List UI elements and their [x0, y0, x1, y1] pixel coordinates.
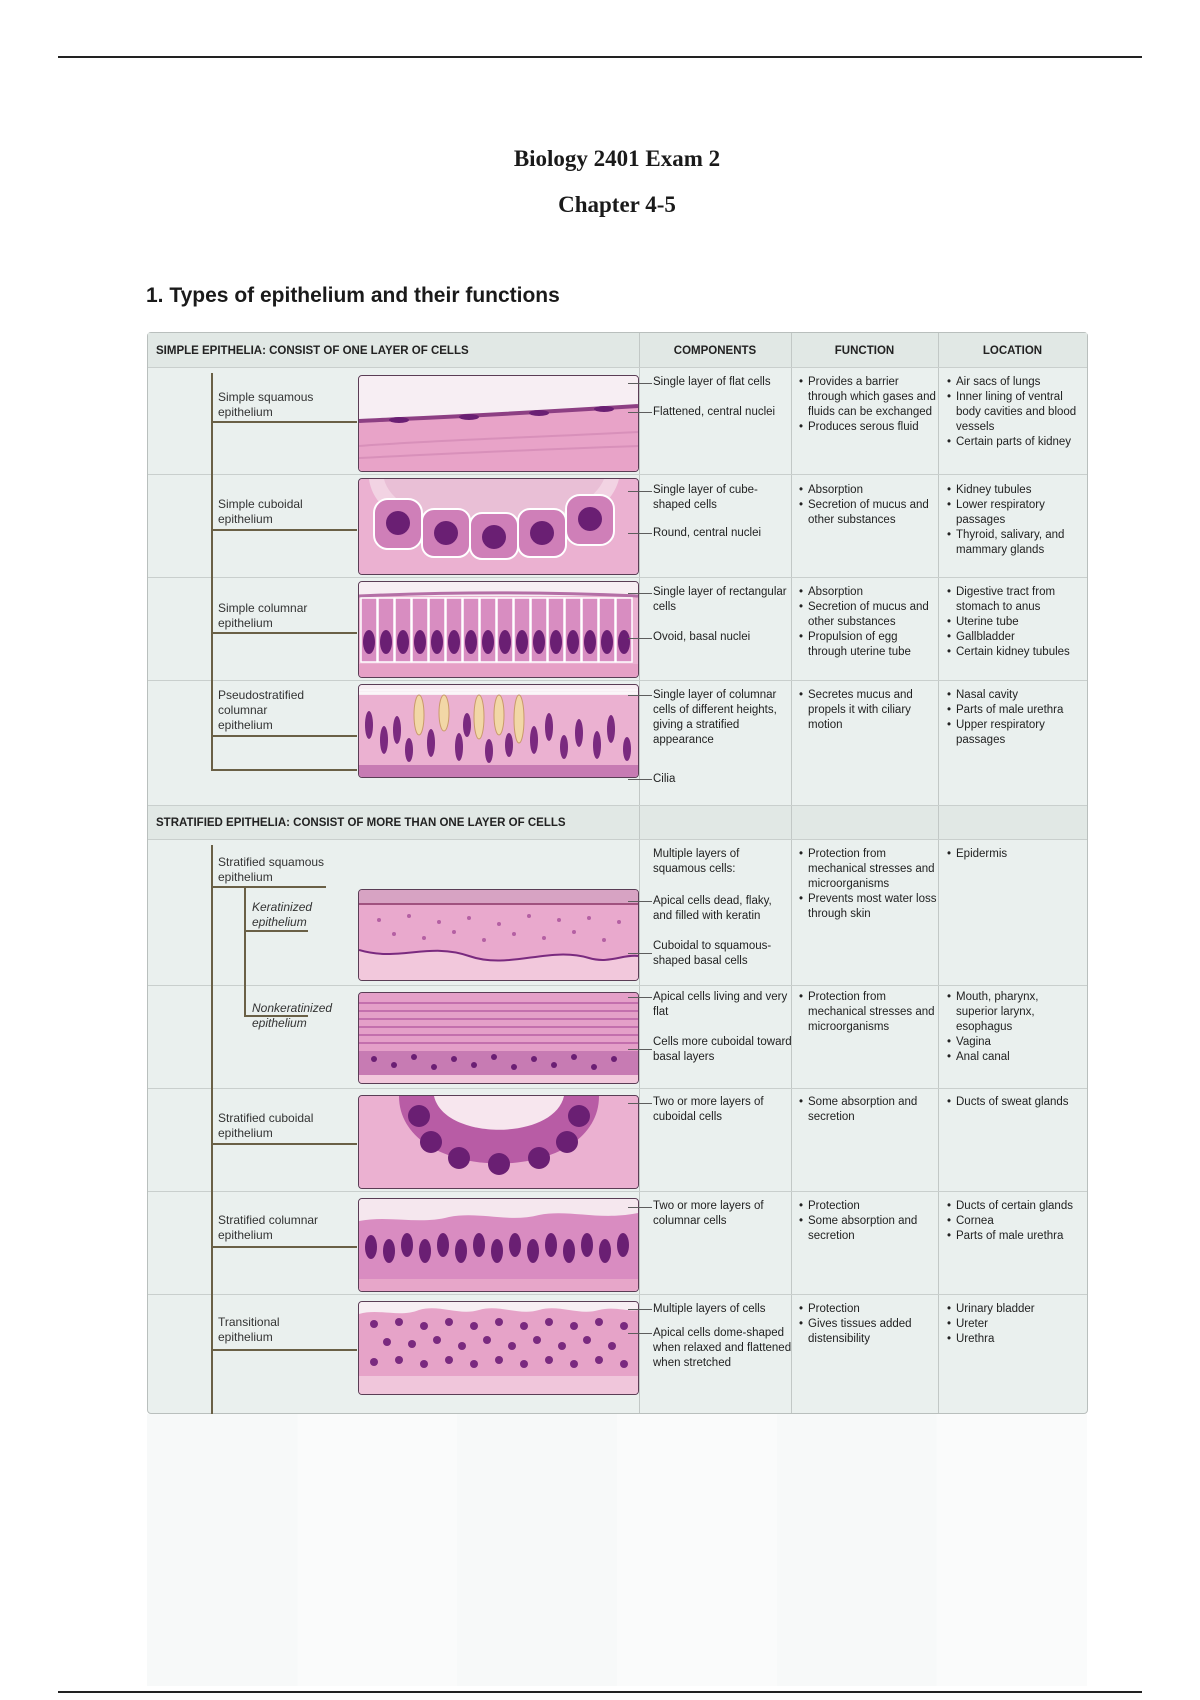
components-header: COMPONENTS: [673, 345, 757, 357]
function-list: [799, 585, 939, 660]
leader-line: [628, 593, 652, 594]
location-item: • Epidermis: [947, 847, 1083, 862]
bracket-line: [244, 930, 308, 932]
document-subtitle: Chapter 4-5: [558, 192, 676, 217]
leader-line: [628, 695, 652, 696]
component-text: Single layer of cube-shaped cells: [653, 484, 758, 511]
bracket-line: [211, 886, 326, 888]
transitional-illustration: [358, 1301, 639, 1395]
function-item: • Produces serous fluid: [799, 420, 939, 435]
function-item: • Some absorption and secretion: [799, 1214, 939, 1244]
function-item: • Absorption: [799, 483, 939, 498]
component-text: Cells more cuboidal toward basal layers: [653, 1036, 792, 1063]
tissue-name: Transitional epithelium: [218, 1315, 280, 1344]
simple-cuboidal-illustration: [358, 478, 639, 575]
component-text: Two or more layers of columnar cells: [653, 1200, 764, 1227]
row-divider: [148, 680, 1087, 681]
keratinized-illustration: [358, 889, 639, 981]
location-item: • Certain parts of kidney: [947, 435, 1083, 450]
location-list: [947, 990, 1083, 1065]
location-item: • Air sacs of lungs: [947, 375, 1083, 390]
stratified-epithelia-header: STRATIFIED EPITHELIA: CONSIST OF MORE THAN ONE LAYER OF CELLS: [156, 817, 566, 829]
leader-line: [628, 997, 652, 998]
location-item: • Cornea: [947, 1214, 1083, 1229]
function-item: • Secretion of mucus and other substances: [799, 600, 939, 630]
component-text: Cilia: [653, 773, 676, 785]
location-item: • Ducts of sweat glands: [947, 1095, 1083, 1110]
location-item: • Kidney tubules: [947, 483, 1083, 498]
row-divider: [148, 367, 1087, 368]
component-text: Cuboidal to squamous-shaped basal cells: [653, 940, 772, 967]
location-list: [947, 483, 1083, 558]
location-list: [947, 1199, 1083, 1244]
location-item: • Ureter: [947, 1317, 1083, 1332]
location-list: [947, 1302, 1083, 1347]
leader-line: [628, 1309, 652, 1310]
location-item: • Nasal cavity: [947, 688, 1083, 703]
leader-line: [628, 1207, 652, 1208]
leader-line: [628, 1333, 652, 1334]
component-text: Round, central nuclei: [653, 527, 762, 539]
simple-squamous-illustration: [358, 375, 639, 472]
leader-line: [628, 1103, 652, 1104]
row-divider: [148, 577, 1087, 578]
leader-line: [628, 1049, 652, 1050]
function-item: • Protection: [799, 1199, 939, 1214]
function-item: • Absorption: [799, 585, 939, 600]
row-divider: [148, 1191, 1087, 1192]
function-list: [799, 1199, 939, 1244]
component-text: Apical cells dead, flaky, and filled with keratin: [653, 895, 772, 922]
leader-line: [628, 901, 652, 902]
component-text: Ovoid, basal nuclei: [653, 631, 751, 643]
location-list: [947, 688, 1083, 748]
document-title: Biology 2401 Exam 2: [513, 146, 721, 171]
location-item: • Mouth, pharynx, superior larynx, esophagus: [947, 990, 1083, 1035]
tissue-subtype-name: Keratinized epithelium: [252, 900, 313, 929]
leader-line: [628, 779, 652, 780]
component-text: Multiple layers of cells: [653, 1303, 766, 1315]
blank-page-area: [147, 1414, 1087, 1686]
tissue-name: Pseudostratified columnar epithelium: [218, 688, 305, 732]
component-text: Flattened, central nuclei: [653, 406, 776, 418]
function-item: • Gives tissues added distensibility: [799, 1317, 939, 1347]
nonkeratinized-illustration: [358, 992, 639, 1084]
location-list: [947, 585, 1083, 660]
bracket-line: [211, 632, 357, 634]
bracket-line: [211, 1349, 357, 1351]
tissue-name: Stratified columnar epithelium: [218, 1213, 319, 1242]
function-list: [799, 688, 939, 733]
pseudostratified-illustration: [358, 684, 639, 778]
location-item: • Inner lining of ventral body cavities and blood vessels: [947, 390, 1083, 435]
tissue-name: Simple columnar epithelium: [218, 601, 308, 630]
location-item: • Parts of male urethra: [947, 703, 1083, 718]
bracket-line: [211, 373, 213, 770]
bracket-line: [211, 1143, 357, 1145]
tissue-name: Stratified cuboidal epithelium: [218, 1111, 314, 1140]
function-item: • Protection from mechanical stresses and microorganisms: [799, 990, 939, 1035]
leader-line: [628, 953, 652, 954]
stratified-columnar-illustration: [358, 1198, 639, 1292]
function-item: • Protection: [799, 1302, 939, 1317]
location-item: • Lower respiratory passages: [947, 498, 1083, 528]
row-divider: [148, 839, 1087, 840]
function-item: • Secretes mucus and propels it with ciliary motion: [799, 688, 939, 733]
row-divider: [148, 985, 1087, 986]
simple-columnar-illustration: [358, 581, 639, 678]
bracket-line: [211, 1246, 357, 1248]
location-list: [947, 1095, 1083, 1110]
location-item: • Thyroid, salivary, and mammary glands: [947, 528, 1083, 558]
column-divider: [639, 333, 640, 1413]
tissue-subtype-name: Nonkeratinized epithelium: [252, 1001, 333, 1030]
function-list: [799, 375, 939, 435]
function-list: [799, 990, 939, 1035]
tissue-name: Simple cuboidal epithelium: [218, 497, 303, 526]
location-item: • Ducts of certain glands: [947, 1199, 1083, 1214]
row-divider: [148, 474, 1087, 475]
row-divider: [148, 1088, 1087, 1089]
function-item: • Provides a barrier through which gases and fluids can be exchanged: [799, 375, 939, 420]
location-list: [947, 847, 1083, 862]
bracket-line: [244, 886, 246, 1016]
top-rule: [58, 56, 1142, 58]
stratified-cuboidal-illustration: [358, 1095, 639, 1189]
location-item: • Urinary bladder: [947, 1302, 1083, 1317]
location-item: • Urethra: [947, 1332, 1083, 1347]
component-text: Apical cells dome-shaped when relaxed and flattened when stretched: [653, 1327, 792, 1369]
function-list: [799, 847, 939, 922]
function-list: [799, 1302, 939, 1347]
component-text: Single layer of columnar cells of different heights, giving a stratified appearance: [653, 689, 777, 746]
leader-line: [628, 533, 652, 534]
function-item: • Prevents most water loss through skin: [799, 892, 939, 922]
bracket-line: [211, 529, 357, 531]
function-item: • Secretion of mucus and other substances: [799, 498, 939, 528]
row-divider: [148, 1294, 1087, 1295]
component-text: Single layer of rectangular cells: [653, 586, 787, 613]
epithelium-figure: [147, 332, 1088, 1414]
location-item: • Anal canal: [947, 1050, 1083, 1065]
bracket-line: [211, 769, 357, 771]
simple-epithelia-header: SIMPLE EPITHELIA: CONSIST OF ONE LAYER OF CELLS: [156, 345, 469, 357]
location-item: • Uterine tube: [947, 615, 1083, 630]
function-item: • Some absorption and secretion: [799, 1095, 939, 1125]
function-item: • Propulsion of egg through uterine tube: [799, 630, 939, 660]
location-item: • Vagina: [947, 1035, 1083, 1050]
row-divider: [148, 805, 1087, 806]
bottom-rule: [58, 1691, 1142, 1693]
component-text: Multiple layers of squamous cells:: [653, 848, 740, 875]
location-list: [947, 375, 1083, 450]
function-header: FUNCTION: [834, 345, 895, 357]
bracket-line: [211, 421, 357, 423]
component-text: Apical cells living and very flat: [653, 991, 788, 1018]
location-item: • Certain kidney tubules: [947, 645, 1083, 660]
tissue-name: Stratified squamous epithelium: [218, 855, 325, 884]
location-header: LOCATION: [982, 345, 1043, 357]
leader-line: [628, 412, 652, 413]
leader-line: [628, 383, 652, 384]
section-heading: 1. Types of epithelium and their functions: [146, 284, 560, 307]
component-text: Two or more layers of cuboidal cells: [653, 1096, 764, 1123]
function-item: • Protection from mechanical stresses and microorganisms: [799, 847, 939, 892]
tissue-name: Simple squamous epithelium: [218, 390, 314, 419]
component-text: Single layer of flat cells: [653, 376, 771, 388]
function-list: [799, 1095, 939, 1125]
leader-line: [628, 638, 652, 639]
location-item: • Upper respiratory passages: [947, 718, 1083, 748]
location-item: • Parts of male urethra: [947, 1229, 1083, 1244]
leader-line: [628, 491, 652, 492]
location-item: • Gallbladder: [947, 630, 1083, 645]
function-list: [799, 483, 939, 528]
bracket-line: [211, 735, 357, 737]
location-item: • Digestive tract from stomach to anus: [947, 585, 1083, 615]
